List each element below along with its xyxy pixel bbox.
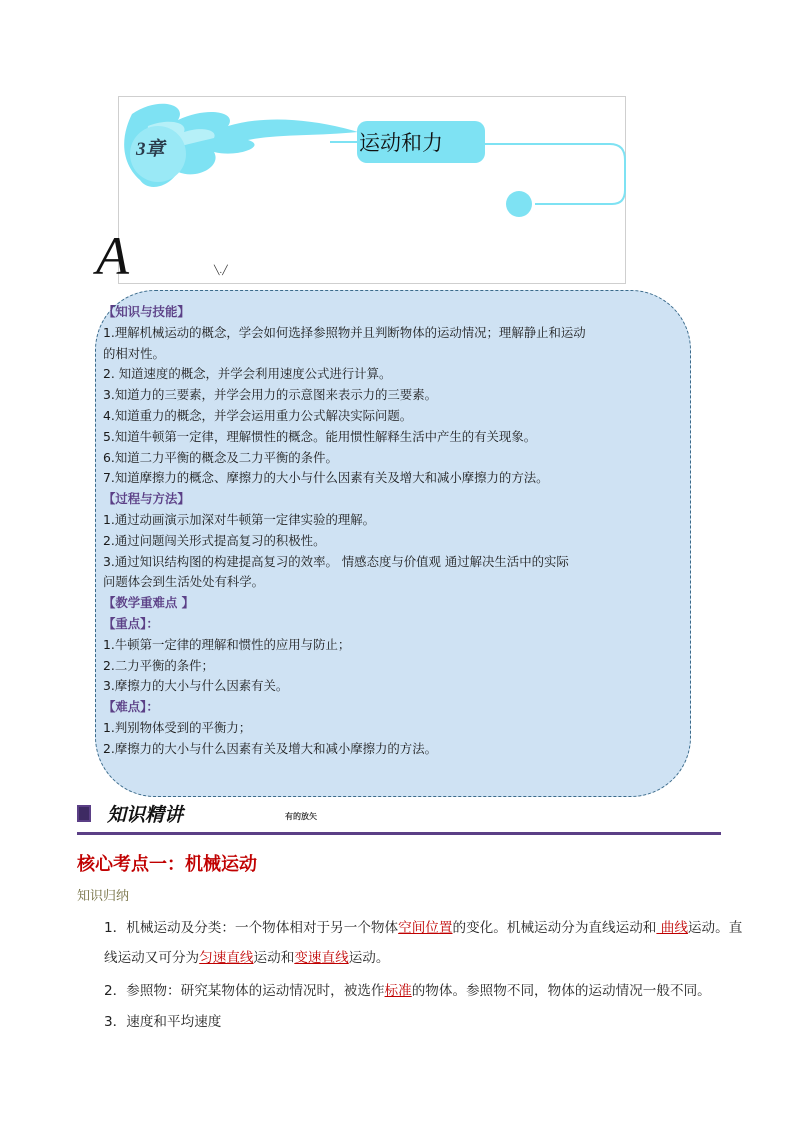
text-span: 运动。 [348,950,390,966]
chapter-title: 运动和力 [357,121,485,163]
fill-blank: 标准 [384,983,412,999]
text-span: 运动。直线运动又可分为 [104,920,743,966]
fill-blank: 曲线 [656,920,688,936]
section-letter-logo: A [96,226,129,286]
learning-objectives-text [103,302,673,760]
chapter-number-label: 3章 [136,139,165,160]
section-divider [77,832,721,835]
topic-subheading: 知识归纳 [77,889,130,904]
book-icon [77,805,91,822]
objective-line: 2. 知道速度的概念，并学会利用速度公式进行计算。 [103,366,392,382]
objective-line: 6.知道二力平衡的概念及二力平衡的条件。 [103,449,338,465]
objective-line: 2.二力平衡的条件； [103,657,214,673]
objective-line: 1.判别物体受到的平衡力； [103,719,252,735]
objective-line: 2.摩擦力的大小与什么因素有关及增大和减小摩擦力的方法。 [103,740,437,756]
objective-line: 3.摩擦力的大小与什么因素有关。 [103,678,289,694]
objective-line: 问题体会到生活处处有科学。 [103,574,265,590]
paragraph-speed: 3．速度和平均速度 [104,1014,222,1030]
objective-line: 的相对性。 [103,345,165,361]
objective-heading: 【难点】： [103,699,159,715]
text-span: 运动和 [253,950,295,966]
fill-blank: 空间位置 [398,920,453,936]
text-span: 1．机械运动及分类：一个物体相对于另一个物体 [104,920,399,936]
text-span: 的变化。机械运动分为直线运动和 [452,920,657,936]
objective-line: 3.知道力的三要素，并学会用力的示意图来表示力的三要素。 [103,387,437,403]
topic-title: 核心考点一：机械运动 [77,854,257,875]
objective-line: 1.通过动画演示加深对牛顿第一定律实验的理解。 [103,511,376,527]
objective-line: 5.知道牛顿第一定律，理解惯性的概念。能用惯性解释生活中产生的有关现象。 [103,428,537,444]
objective-heading: 【过程与方法】 [103,491,190,507]
objective-line: 7.知道摩擦力的概念、摩擦力的大小与什么因素有关及增大和减小摩擦力的方法。 [103,470,549,486]
objective-line: 2.通过问题闯关形式提高复习的积极性。 [103,532,326,548]
paragraph-mechanical-motion [77,913,748,973]
section-subtitle: 有的放矢 [285,812,317,821]
fill-blank: 变速直线 [294,950,349,966]
objective-line: 1.牛顿第一定律的理解和惯性的应用与防止； [103,636,351,652]
paragraph-reference-object [77,976,748,1006]
text-span: 2．参照物：研究某物体的运动情况时，被选作 [104,983,385,999]
objective-heading: 【教学重难点 】 [103,595,195,611]
objective-heading: 【重点】： [103,615,159,631]
objective-line: 4.知道重力的概念，并学会运用重力公式解决实际问题。 [103,407,413,423]
small-mark: ╲.╱ [214,266,228,276]
objective-line: 1.理解机械运动的概念，学会如何选择参照物并且判断物体的运动情况；理解静止和运动 [103,324,586,340]
objective-heading: 【知识与技能】 [103,304,190,319]
text-span: 的物体。参照物不同，物体的运动情况一般不同。 [411,983,711,999]
fill-blank: 匀速直线 [199,950,254,966]
section-title: 知识精讲 [107,804,184,826]
section-header [77,800,721,840]
objective-line: 3.通过知识结构图的构建提高复习的效率。 情感态度与价值观 通过解决生活中的实际 [103,553,569,569]
